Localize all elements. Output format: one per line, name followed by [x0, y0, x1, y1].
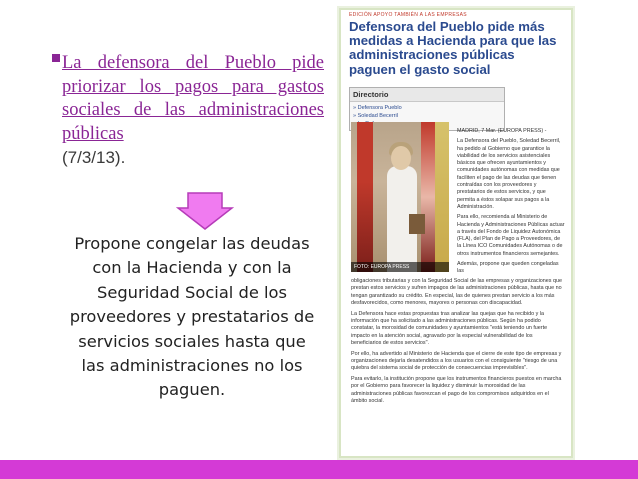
article-dateline-column	[457, 128, 565, 279]
article-paragraph: Por ello, ha advertido al Ministerio de Hacienda que el cierre de este tipo de empresas y organizaciones dejaría desatendidos a los usuarios con el consiguiente "riesgo de una quiebra del sistema social de protección de consecuencias imprevisibles".	[351, 350, 562, 372]
podium	[409, 214, 425, 234]
flag-graphic	[357, 122, 373, 272]
directory-heading: Directorio	[350, 88, 504, 102]
person-head	[391, 146, 411, 170]
article-paragraph: Además, propone que queden congeladas las	[457, 261, 559, 275]
article-tag: EDICIÓN APOYO TAMBIÉN A LAS EMPRESAS	[349, 12, 467, 18]
article-body	[351, 278, 563, 409]
article-paragraph: La Defensora del Pueblo, Soledad Becerril, ha pedido al Gobierno que garantice la viabilidad de los servicios asistenciales básicos que ofrecen ayuntamientos y comunidades autónomas con medidas que faciliten el pago de las deudas que tienen contraídas con los proveedores y prestatarios de estos servicios, y que permita a éstos solapar sus pagos a la Administración.	[457, 138, 561, 210]
summary-line: proveedores y prestatarios de	[69, 307, 315, 327]
directory-item[interactable]: » Defensora Pueblo	[353, 104, 402, 111]
article-paragraph: La Defensora hace estas propuestas tras analizar las quejas que ha recibido y la información que ha solicitado a las administraciones públicas. Según ha podido constatar, la morosidad de comunidades y ayuntamientos "está teniendo un fuerte impacto en la atención social, agravado por la especial vulnerabilidad de los beneficiarios de estos servicios".	[351, 310, 548, 347]
article-title: Defensora del Pueblo pide más medidas a Hacienda para que las administraciones públicas paguen el gasto social	[349, 19, 557, 77]
article-paragraph: MADRID, 7 Mar. (EUROPA PRESS) -	[457, 128, 547, 134]
article-paragraph: Para evitarlo, la institución propone que los instrumentos financieros puestos en marcha por el Gobierno para favorecer la liquidez y disminuir la morosidad de las administraciones públicas favorezcan el pago de los compromisos adquiridos en el ámbito social.	[351, 375, 562, 405]
down-arrow-icon	[176, 192, 234, 230]
summary-line: Propone congelar las deudas	[74, 234, 310, 253]
footer-accent-bar	[0, 460, 638, 479]
summary-line: servicios sociales hasta que	[78, 331, 306, 351]
bullet-item	[62, 52, 324, 170]
flag-graphic	[435, 122, 449, 272]
summary-line: Seguridad Social de los	[97, 282, 287, 302]
bullet-marker	[52, 54, 60, 62]
directory-item[interactable]: » Soledad Becerril	[353, 112, 398, 119]
photo-caption: FOTO: EUROPA PRESS	[351, 262, 449, 272]
article-paragraph: Para ello, recomienda al Ministerio de Hacienda y Administraciones Públicas actuar a través del Fondo de Liquidez Autonómica (FLA), del Plan de Pago a Proveedores, de la Línea ICO Comunidades Autónomas o de otros instrumentos financieros semejantes.	[457, 214, 565, 257]
article-photo	[351, 122, 449, 272]
news-article-clipping	[339, 8, 573, 458]
article-paragraph: obligaciones tributarias y con la Seguridad Social de las empresas y organizaciones que prestan estos servicios y sufren impagos de las administraciones públicas, hasta que no tengan garantizado su crédito. En especial, las de quienes prestan servicio a los más desfavorecidos, como menores, mayores o personas con discapacidad.	[351, 278, 562, 307]
bullet-date: (7/3/13).	[62, 148, 126, 168]
summary-line: las administraciones no los	[81, 356, 303, 376]
summary-line: con la Hacienda y con la	[92, 258, 292, 278]
summary-line: paguen.	[158, 380, 226, 400]
summary-text	[60, 232, 324, 403]
article-link[interactable]: La defensora del Pueblo pide priorizar los pagos para gastos sociales de las administraciones públicas	[62, 53, 324, 144]
